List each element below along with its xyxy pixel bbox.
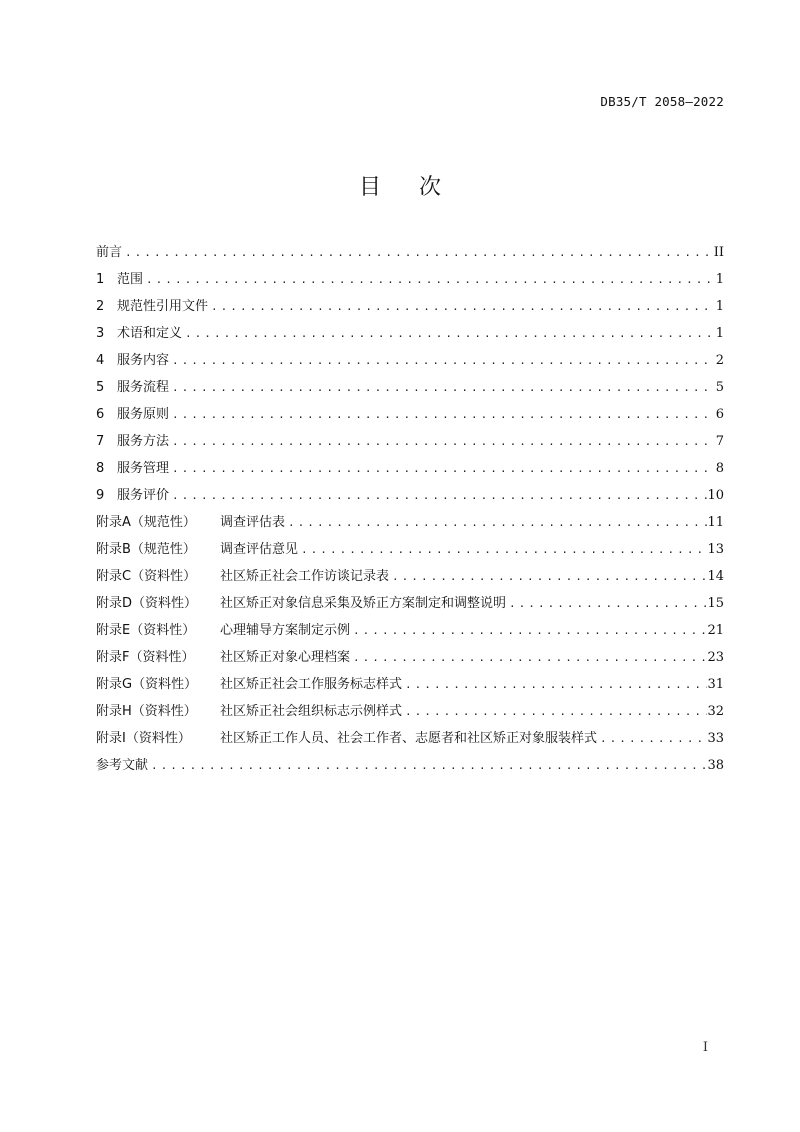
- toc-entry-page: 15: [707, 596, 724, 611]
- dot-leader: [506, 590, 707, 617]
- toc-entry-title: 范围: [117, 272, 144, 287]
- toc-entry-title: 社区矫正对象心理档案: [220, 650, 351, 665]
- toc-entry-label: [96, 455, 169, 482]
- toc-entry-annex[interactable]: [96, 698, 724, 725]
- toc-entry-title: 社区矫正对象信息采集及矫正方案制定和调整说明: [220, 596, 507, 611]
- toc-entry-title: 参考文献: [96, 758, 149, 773]
- toc-entry-label: [96, 536, 298, 563]
- dot-leader: [169, 401, 712, 428]
- toc-entry-page: 21: [707, 623, 724, 638]
- toc-entry-title: 服务方法: [117, 434, 170, 449]
- toc-entry-page: 8: [715, 461, 724, 476]
- dot-leader: [182, 320, 712, 347]
- annex-tag: 附录I（资料性）: [96, 731, 191, 746]
- toc-entry-title: 服务流程: [117, 380, 170, 395]
- toc-entry-page: 7: [715, 434, 724, 449]
- toc-entry-title: 服务原则: [117, 407, 170, 422]
- dot-leader: [169, 347, 712, 374]
- toc-entry-page: 6: [715, 407, 724, 422]
- page-number: I: [702, 1040, 708, 1055]
- toc-entry-label: [96, 509, 285, 536]
- toc-entry-title: 术语和定义: [117, 326, 183, 341]
- toc-entry-title: 调查评估意见: [220, 542, 299, 557]
- toc-entry-annex[interactable]: [96, 509, 724, 536]
- table-of-contents: [96, 239, 724, 779]
- toc-entry-page: 1: [715, 272, 724, 287]
- toc-entry-label: [96, 752, 148, 779]
- toc-entry[interactable]: [96, 266, 724, 293]
- dot-leader: [169, 428, 712, 455]
- toc-entry-title: 规范性引用文件: [117, 299, 209, 314]
- toc-entry-annex[interactable]: [96, 725, 724, 752]
- toc-entry[interactable]: [96, 455, 724, 482]
- toc-entry-label: [96, 320, 182, 347]
- toc-entry-title: 调查评估表: [220, 515, 286, 530]
- toc-entry-title: 前言: [96, 245, 123, 260]
- toc-entry-page: 32: [707, 704, 724, 719]
- toc-entry-page: 23: [707, 650, 724, 665]
- toc-entry-page: 13: [707, 542, 724, 557]
- dot-leader: [389, 563, 707, 590]
- toc-entry-page: II: [713, 245, 724, 260]
- page-title: 目次: [358, 175, 479, 200]
- toc-entry-label: [96, 563, 389, 590]
- toc-entry-label: [96, 239, 122, 266]
- dot-leader: [285, 509, 707, 536]
- toc-entry-page: 1: [715, 326, 724, 341]
- toc-entry-title: 社区矫正社会组织标志示例样式: [220, 704, 403, 719]
- document-code: DB35/T 2058—2022: [600, 94, 724, 109]
- toc-entry-label: [96, 698, 402, 725]
- dot-leader: [597, 725, 707, 752]
- toc-entry-page: 14: [707, 569, 724, 584]
- annex-tag: 附录D（资料性）: [96, 596, 198, 611]
- toc-entry-number: 8: [96, 461, 105, 476]
- toc-entry-number: 7: [96, 434, 105, 449]
- toc-entry-label: [96, 374, 169, 401]
- toc-entry-annex[interactable]: [96, 536, 724, 563]
- annex-tag: 附录F（资料性）: [96, 650, 195, 665]
- dot-leader: [122, 239, 712, 266]
- toc-entry-title: 社区矫正社会工作访谈记录表: [220, 569, 390, 584]
- toc-entry[interactable]: [96, 428, 724, 455]
- toc-entry-label: [96, 644, 350, 671]
- toc-entry-page: 33: [707, 731, 724, 746]
- toc-entry-title: 社区矫正工作人员、社会工作者、志愿者和社区矫正对象服装样式: [220, 731, 598, 746]
- toc-entry[interactable]: [96, 293, 724, 320]
- toc-entry-number: 4: [96, 353, 105, 368]
- toc-entry-title: 心理辅导方案制定示例: [220, 623, 351, 638]
- toc-entry[interactable]: [96, 374, 724, 401]
- dot-leader: [143, 266, 712, 293]
- toc-entry-annex[interactable]: [96, 617, 724, 644]
- toc-entry[interactable]: [96, 347, 724, 374]
- dot-leader: [298, 536, 707, 563]
- toc-entry-page: 11: [707, 515, 724, 530]
- toc-entry-page: 38: [707, 758, 724, 773]
- toc-entry-title: 服务评价: [117, 488, 170, 503]
- toc-entry-label: [96, 347, 169, 374]
- toc-entry-title: 服务管理: [117, 461, 170, 476]
- dot-leader: [208, 293, 712, 320]
- toc-entry-page: 5: [715, 380, 724, 395]
- annex-tag: 附录H（资料性）: [96, 704, 197, 719]
- dot-leader: [148, 752, 707, 779]
- toc-entry-label: [96, 590, 506, 617]
- toc-entry-number: 6: [96, 407, 105, 422]
- toc-entry-label: [96, 428, 169, 455]
- toc-entry[interactable]: [96, 401, 724, 428]
- toc-entry-number: 5: [96, 380, 105, 395]
- dot-leader: [350, 617, 707, 644]
- toc-entry-title: 服务内容: [117, 353, 170, 368]
- dot-leader: [402, 698, 707, 725]
- toc-entry-label: [96, 401, 169, 428]
- toc-entry-title: 社区矫正社会工作服务标志样式: [220, 677, 403, 692]
- toc-entry-annex[interactable]: [96, 644, 724, 671]
- toc-entry-annex[interactable]: [96, 563, 724, 590]
- toc-entry-label: [96, 725, 597, 752]
- toc-entry-label: [96, 482, 169, 509]
- toc-entry-page: 1: [715, 299, 724, 314]
- dot-leader: [169, 455, 712, 482]
- toc-entry-page: 10: [707, 488, 724, 503]
- toc-entry-page: 31: [707, 677, 724, 692]
- dot-leader: [402, 671, 707, 698]
- dot-leader: [169, 482, 707, 509]
- toc-entry-label: [96, 617, 350, 644]
- toc-entry-label: [96, 266, 143, 293]
- toc-entry-annex[interactable]: [96, 671, 724, 698]
- toc-entry-annex[interactable]: [96, 590, 724, 617]
- annex-tag: 附录C（资料性）: [96, 569, 197, 584]
- annex-tag: 附录A（规范性）: [96, 515, 196, 530]
- dot-leader: [169, 374, 712, 401]
- annex-tag: 附录B（规范性）: [96, 542, 196, 557]
- toc-entry[interactable]: [96, 752, 724, 779]
- dot-leader: [350, 644, 707, 671]
- annex-tag: 附录G（资料性）: [96, 677, 198, 692]
- toc-entry-page: 2: [715, 353, 724, 368]
- toc-entry-number: 2: [96, 299, 105, 314]
- toc-entry-label: [96, 293, 208, 320]
- toc-entry-number: 3: [96, 326, 105, 341]
- toc-entry-label: [96, 671, 402, 698]
- annex-tag: 附录E（资料性）: [96, 623, 196, 638]
- toc-entry[interactable]: [96, 320, 724, 347]
- toc-entry[interactable]: [96, 482, 724, 509]
- toc-entry[interactable]: [96, 239, 724, 266]
- toc-entry-number: 9: [96, 488, 105, 503]
- toc-entry-number: 1: [96, 272, 105, 287]
